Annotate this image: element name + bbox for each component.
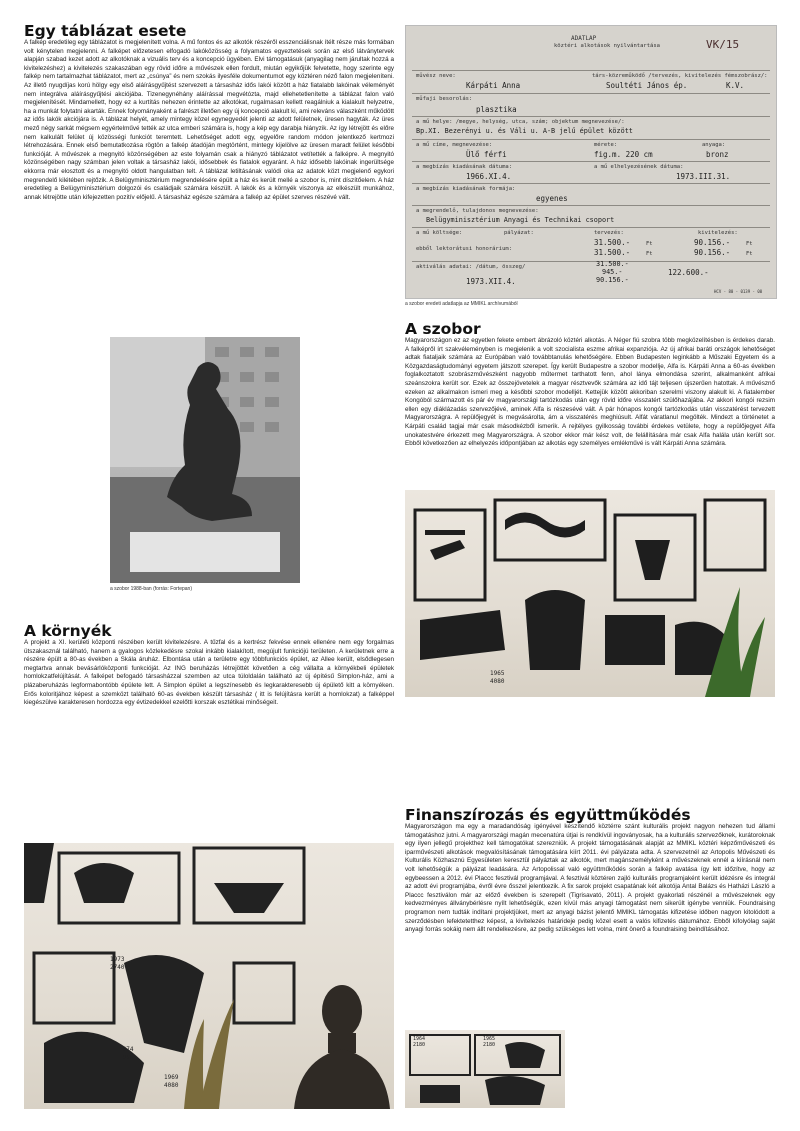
value-artist: Kárpáti Anna <box>466 81 521 90</box>
label-size: mérete: <box>594 142 618 148</box>
heading-statue: A szobor <box>405 320 481 338</box>
statue-illustration <box>110 337 300 583</box>
mural-small-number-3: 1965 <box>483 1036 496 1042</box>
value-contractor: Soultéti János ép. <box>606 81 688 90</box>
label-cost: a mű költsége: <box>416 230 463 236</box>
value-act-date: 1973.XII.4. <box>466 277 516 286</box>
value-order-date: 1966.XI.4. <box>466 172 512 181</box>
mural-illustration <box>405 490 775 697</box>
datasheet-title: ADATLAP <box>571 35 597 42</box>
funding-paragraph: Magyarországon ma egy a maradandóság igényével készítendő köztérre szánt kulturális projekt nagyon nehezen tud állami támogatáshoz jutni. A magyarországi magán mecenatúra útjai is rendkívül ingoványosak, ha a kulturális szervezőknek, kurátoroknak egy ilyen jellegű projekthez kell támogatókat szerezniük. A projekt támogatásának alapját az MMIKL köztéri képzőművészeti és iparművészeti alkotások megvalósításának támogatására kiírt 2011. évi pályázata adta. A szervezetnél az Artopolis Művészeti és Kulturális Közhasznú Egyesületen keresztül pályáztak az alkotók, mert magánszemélyként a művészeknek ennél a kiírásnál nem volt lehetőségük a pályázat leadására. Az Artopolissal való együttműködés során a falkép avatása így lett időzítve, hogy az egybeessen a 2012. évi Placcc fesztivál programjával. A fesztivál köztéren zajló kulturális programjaként került idézésre és integrál az adott évi programjába, évről évre ősszel jelentkezik. A fix sarok projekt csapatának két alkotója Antal Balázs és Hatházi László a Placcc fesztiválon már az előző években is szerepelt (Tigrisavató, 2011). A projekt gyakorlati részénél a művészeknek egy kedvezményes állványbérlésre nyílt lehetőségük, ezen kívül más anyagi támogatást nem sikerült igénybe venniük. Foundraising programon nem tudták indítani projektjüket, mert az anyagi bázist jelentő MMIKL támogatás kifizetése időben nagyon kitolódott a szerződésben lefektetetthez képest, a kivitelezés határideje pedig közel esett a valós kifizetés dátumához. Ebből kifolyólag saját anyagi forrás sokáig nem állt rendelkezésre, az pedig szükséges lett volna, mint önerő a foundraising beindításához. <box>405 823 775 934</box>
label-location: a mű helye: /megye, helység, utca, szám; objektum megnevezése/: <box>416 119 625 125</box>
label-contractor: társ-közreműködő /tervezés, kivitelezés fémszobrász/: <box>592 73 768 79</box>
mural-left-number-4: 1980 <box>119 1054 134 1061</box>
value-order-form: egyenes <box>536 194 568 203</box>
label-genre: műfaji besorolás: <box>416 96 473 102</box>
value-location: Bp.XI. Bezerényi u. és Váli u. A-B jelű épület között <box>416 127 633 135</box>
value-exec-2: 90.156.- <box>694 248 731 257</box>
mural-photo-small <box>405 1030 565 1108</box>
mural-number-4080: 4080 <box>490 678 505 685</box>
datasheet-document <box>405 25 777 299</box>
handwritten-stamp: VK/15 <box>706 38 740 51</box>
label-material: anyaga: <box>702 142 726 148</box>
label-accept-date: a mű elhelyezésének dátuma: <box>594 164 684 170</box>
label-registration: aktiválás adatai: /dátum, összeg/ <box>416 264 526 270</box>
label-artist: művész neve: <box>416 73 456 79</box>
mural-small-number-4: 2180 <box>483 1042 496 1048</box>
heading-funding: Finanszírozás és együttműködés <box>405 806 691 824</box>
value-design-1-unit: Ft <box>646 241 653 247</box>
value-client: Belügyminisztérium Anyagi és Technikai csoport <box>426 216 615 224</box>
mural-left-number-1: 1973 <box>110 956 125 963</box>
label-order-date: a megbízás kiadásának dátuma: <box>416 164 513 170</box>
mural-photo-main <box>405 490 775 697</box>
label-subject: a mű címe, megnevezése: <box>416 142 493 148</box>
surroundings-paragraph: A projekt a XI. kerületi központi részében került kivitelezésre. A tűzfal és a kertrész fekvése ennek ellenére nem egy forgalmas ütszakasznál található, hanem a gyalogos közlekedésre szokal inkább kialakított, megújult funkciójú területen. A kerületnek erre a részére épült a 80-as években a Skála áruház. Elbontása után a területre egy többfunkciós épület, az Allee került, elsődlegesen megtartva annak bevásárlóközponti funkcióját. Az ING beruházás létrejöttét követően a cég vállalta a környékbeli épületek homlokzatfelújítását. A falképet befogadó társasházzal szemben az utca túloldalán található az új építésű Simplon-ház, ami a plázaberuházás legformabontóbb épülete lett. A Simplon épület a legszínesebb és legkarakteresebb új épülető kitt a környéken. Erős koloritjához képest a szemközt található 60-as években készült társasház ( itt is felújításra került a homlokzat) a falképpel kiegészülve karakteresen hordozza egy évtizedekkel ezelőtti korszak esztétikai minőségeit. <box>24 639 394 707</box>
label-planned: pályázat: <box>504 230 534 236</box>
value-material: bronz <box>706 150 729 159</box>
value-accept-date: 1973.III.31. <box>676 172 731 181</box>
value-size: fig.m. 220 cm <box>594 150 653 159</box>
label-client: a megrendelő, tulajdonos megnevezése: <box>416 208 539 214</box>
value-act-b: 945.- <box>602 268 623 276</box>
value-act-a: 31.500.- <box>596 260 629 268</box>
datasheet-ref: HCV - 80 - 0139 - 00 <box>714 289 763 294</box>
statue-photo-1988 <box>110 337 300 583</box>
label-fees: ebből lektorátusi honorárium: <box>416 246 513 252</box>
label-order-form: a megbízás kiadásának formája: <box>416 186 516 192</box>
value-act-c: 90.156.- <box>596 276 629 284</box>
statue-photo-caption: a szobor 1988-ban (forrás: Fortepan) <box>110 586 192 592</box>
statue-paragraph: Magyarországon ez az egyetlen fekete embert ábrázoló köztéri alkotás. A Néger fiú szobra több megközelítésben is érdekes darab. A falképről írt szakvéleményben is megjelenik a volt szocialista eszme afrikai expanziója. Az új afrikai baráti országok lehetőséget adtak fiataljaik számára az Európában való továbbtanulás lehetőségére. Ebben Budapesten leginkább a Műszaki Egyetem és a Közgazdaságtudományi egyetem játszott szerepet. Így került Budapestre a szobor modellje, Alfa is. Kárpáti Anna a 60-as években foglalkoztatott szobrászművészként nagyobb műtermet tarthatott fenn, ahol lánya elmondása szerint, alkalmanként afrikai szeánszokra került sor. Ezek az összejövetelek a magyar résztvevők számára az idő tájt teljesen újszerűen hatottak. A művésznő ezeken az alkalmakon ismeri meg a későbbi szobor modelljét. Kettejük között akkoriban szerelmi viszony alakult ki. A fiatalember Kongóból származott és pár év magyarországi tartózkodás után egy rövid időre visszatért szülőhazájába. Az akkori kongói rezsim ellen egy diáklázadás szervezőjévé, aminek Alfa is részesévé vált. A pár hónapos kongói tartózkodás után visszatérést tervezett Magyarországra. A repülőjegyét is megvásárolta, ám a visszatérés meghiúsult. Alfát váratlanul megölték. Mindezt a történetet a Kárpáti család tagjai már csak másodkézből ismerik. A rejtélyes gyilkosság további érdekes vetülete, hogy a repülőjegyet Alfa unokatestvére érkezett meg Magyarországra. A szobor ekkor már kész volt, de felállítására már csak Alfa halála után került sor. Ebből következően az elhelyezés időpontjában az alkotás egy személyes emlékművé is vált Kárpáti Anna számára. <box>405 337 775 448</box>
label-execution: kivitelezés: <box>698 230 738 236</box>
mural-bust-illustration <box>24 843 394 1109</box>
mural-small-number-2: 2180 <box>413 1042 426 1048</box>
table-case-paragraph: A falkép eredetileg egy táblázatot is megjelenített volna. A mű fontos és az alkotók részéről esszenciálisnak ítélt része más formában volt kénytelen megjelenni. A falképet előzetesen elfogadó lakóközösség a folyamatos egyeztetések során az első látványtervek alapján szabad kezet adott az alkotóknak a vizuális terv és a koncepció ügyében. Elvi támogatásuk (anyagilag nem járultak hozzá a kivitelezéshez) a kivitelezés szakaszában egy rövid időre a művészek ellen fordult, miután egyikőjük felvetette, hogy szerinte egy falkép nem tartalmazhat táblázatot, mert az „csúnya” és nem szokás ilyesféle dokumentumot egy köztéren néző falon megjeleníteni. Az illető nyugdíjas korú hölgy egy első aláírásgyűjtést szervezett a társasház idős lakói között a ház fiatalabb lakóinak véleményét nem integrálva aláírásgyűjtési akciójába. Tizenegynéhány aláírással megvétózta, majd ellehetetlenítette a táblázat falon való megjelenítését. Mindamellett, hogy ez a kurtítás nehezen érintette az alkotókat, rugalmasan kellett reagálniuk a kialakult helyzetre, ha a munkát folytatni akarták. Ennek folyományaként a falrészt illetően egy új koncepció alakult ki, ami releváns válaszként működött az idős lakók akciójára is. A táblázat helyét, amely mintegy közel egynegyedét jelenti az adott felületnek, üresen hagyták. Az üres mező négy sarkát mégsem egyértelművé tették az utca emberi számára is, hogy a kép egy darabja hiányzik. Az így létrejött és előre nem kalkulált felület új közösségi funkciót teremtett. Lehetőséget adott egy, egyelőre random módon jelentkező kertmozi létrehozására. Ennek első bemutatkozása rögtön a falkép átadóján megtörtént, mintegy kijelölve az üresen maradt felület későbbi funkcióját. A művészek a megnyitó közönségében az este folyamán csak a hiányzó táblázatot vetítették a falképre. A megnyitó közönségében nagy számban jelen voltak a társasház lakói, idősebbek és fiatalok egyaránt. A ház idősebb lakóinak ingerültsége ekkorra már elosztott és a megnyitó oldott hangulatban telt. A táblázat letiltásának valódi oka az adatok közt megjelenő egykori megrendelő kilétében rejtőzik. A Belügyminisztérium megrendelésére épült a ház és került mellé a szobor is, mint díszítőelem. A ház eredetileg a Belügyminisztérium dolgozói és családjaik számára készült. A lakók és a környék viszonya az elkészült munkához, annak létrejötte után kifejezetten pozitív előjelű. A társasház egésze számára a falkép az épület szerves részévé vált. <box>24 39 394 201</box>
value-contractor-code: K.V. <box>726 81 745 90</box>
value-exec-1: 90.156.- <box>694 238 731 247</box>
heading-surroundings: A környék <box>24 622 112 640</box>
mural-number-1965: 1965 <box>490 670 505 677</box>
mural-left-number-5: 1969 <box>164 1074 179 1081</box>
datasheet-caption: a szobor eredeti adatlapja az MMIKL archívumából <box>405 301 518 307</box>
mural-left-number-3: 1974 <box>119 1046 134 1053</box>
value-genre: plasztika <box>476 105 517 114</box>
mural-small-number-1: 1964 <box>413 1036 426 1042</box>
mural-left-number-2: 2740 <box>110 964 125 971</box>
mural-left-number-6: 4080 <box>164 1082 179 1089</box>
datasheet-subtitle: köztéri alkotások nyilvántartása <box>554 43 660 49</box>
value-exec-1-unit: Ft <box>746 241 753 247</box>
heading-table-case: Egy táblázat esete <box>24 22 187 40</box>
value-act-total: 122.600.- <box>668 268 709 277</box>
value-subject: Ülő férfi <box>466 150 507 159</box>
value-design-2-unit: Ft <box>646 251 653 257</box>
mural-small-illustration <box>405 1030 565 1108</box>
value-design-1: 31.500.- <box>594 238 631 247</box>
value-exec-2-unit: Ft <box>746 251 753 257</box>
label-design: tervezés: <box>594 230 624 236</box>
mural-bust-photo <box>24 843 394 1109</box>
value-design-2: 31.500.- <box>594 248 631 257</box>
